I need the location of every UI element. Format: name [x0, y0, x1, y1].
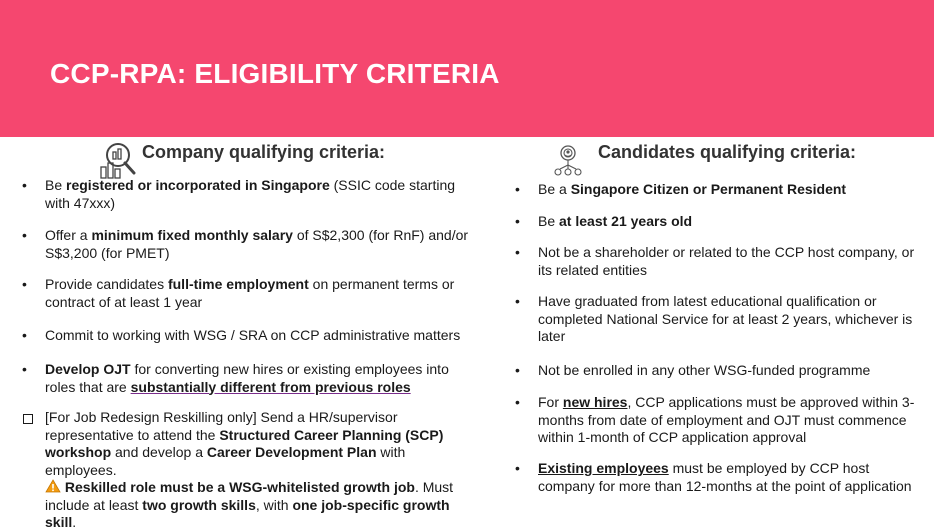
item-text: Have graduated from latest educational qualification or completed National Service for at least 2 years, whichever is later [538, 293, 913, 344]
item-text: Be a [538, 181, 571, 197]
item-bold: two growth skills [142, 496, 256, 513]
company-item-commit [45, 327, 485, 345]
item-bold: Structured Career Planning (SCP) workshop [45, 426, 444, 460]
bullet: • [515, 181, 520, 197]
item-text: of S$2,300 (for RnF) and/or S$3,200 (for PMET) [45, 227, 469, 261]
company-item-reskilling [45, 409, 477, 532]
candidate-item-shareholder [538, 244, 923, 279]
item-text: Not be enrolled in any other WSG-funded programme [538, 362, 871, 378]
bullet: • [22, 276, 27, 292]
page-title: CCP-RPA: ELIGIBILITY CRITERIA [50, 58, 500, 89]
company-item-salary [45, 227, 475, 262]
item-bold: Reskilled role must be a WSG-whitelisted growth job [64, 479, 415, 495]
bullet: • [515, 244, 520, 260]
item-text: , CCP applications must be approved within 3-months from date of employment and OJT must commence within 1-month of CCP application approval [538, 394, 915, 445]
bullet: • [515, 394, 520, 410]
bullet: • [515, 213, 520, 229]
item-text: (SSIC code starting with 47xxx) [45, 177, 456, 211]
item-underline: substantially different from previous roles [130, 378, 411, 395]
company-item-ojt [45, 361, 465, 396]
bullet: • [22, 327, 27, 343]
bullet: • [515, 362, 520, 378]
item-bold: Career Development Plan [206, 444, 377, 460]
item-text: , with [255, 496, 293, 513]
people-network-icon [552, 143, 584, 179]
item-text: Provide candidates [45, 276, 168, 292]
candidate-item-age [538, 213, 923, 231]
item-text: Commit to working with WSG / SRA on CCP administrative matters [45, 327, 461, 343]
item-bold: one job-specific growth skill [45, 496, 450, 530]
item-bold: Singapore Citizen or Permanent Resident [570, 181, 847, 197]
item-underline: new hires [562, 394, 628, 410]
item-bold: full-time employment [167, 276, 309, 292]
item-text: . Must include at least [45, 479, 454, 513]
company-heading: Company qualifying criteria: [142, 142, 386, 162]
item-text: and develop a [111, 444, 207, 460]
item-text: Be [538, 213, 560, 229]
item-text: on permanent terms or contract of at least 1 year [45, 276, 455, 310]
bullet: • [515, 293, 520, 309]
candidate-item-citizen [538, 181, 923, 199]
candidate-item-existing-employees [538, 460, 926, 495]
item-underline: Existing employees [538, 460, 669, 476]
item-bold: Develop OJT [45, 361, 131, 377]
header-banner [0, 0, 934, 137]
magnifier-chart-icon [98, 139, 138, 179]
item-text: Be [45, 177, 67, 193]
item-text: must be employed by CCP host company for more than 12-months at the point of application [538, 460, 912, 494]
company-item-registered [45, 177, 475, 212]
bullet: • [22, 361, 27, 377]
warning-icon [45, 479, 61, 493]
bullet: • [22, 227, 27, 243]
item-text: Not be a shareholder or related to the CCP host company, or its related entities [538, 244, 915, 278]
item-text: [For Job Redesign Reskilling only] Send a HR/supervisor representative to attend the [45, 409, 398, 443]
item-text: for converting new hires or existing employees into roles that are [45, 361, 449, 395]
item-text: with employees. [45, 444, 406, 478]
item-text: . [72, 514, 77, 530]
candidate-item-not-enrolled [538, 362, 923, 380]
item-bold: minimum fixed monthly salary [91, 227, 293, 243]
candidate-item-new-hires [538, 394, 918, 447]
candidate-item-graduated [538, 293, 923, 346]
checkbox-square-bullet [23, 414, 33, 424]
company-item-employment [45, 276, 465, 311]
item-text: Offer a [45, 227, 92, 243]
candidates-heading: Candidates qualifying criteria: [598, 142, 857, 162]
item-bold: registered or incorporated in Singapore [66, 177, 330, 193]
item-text: For [538, 394, 563, 410]
item-bold: at least 21 years old [559, 213, 693, 229]
bullet: • [515, 460, 520, 476]
bullet: • [22, 177, 27, 193]
